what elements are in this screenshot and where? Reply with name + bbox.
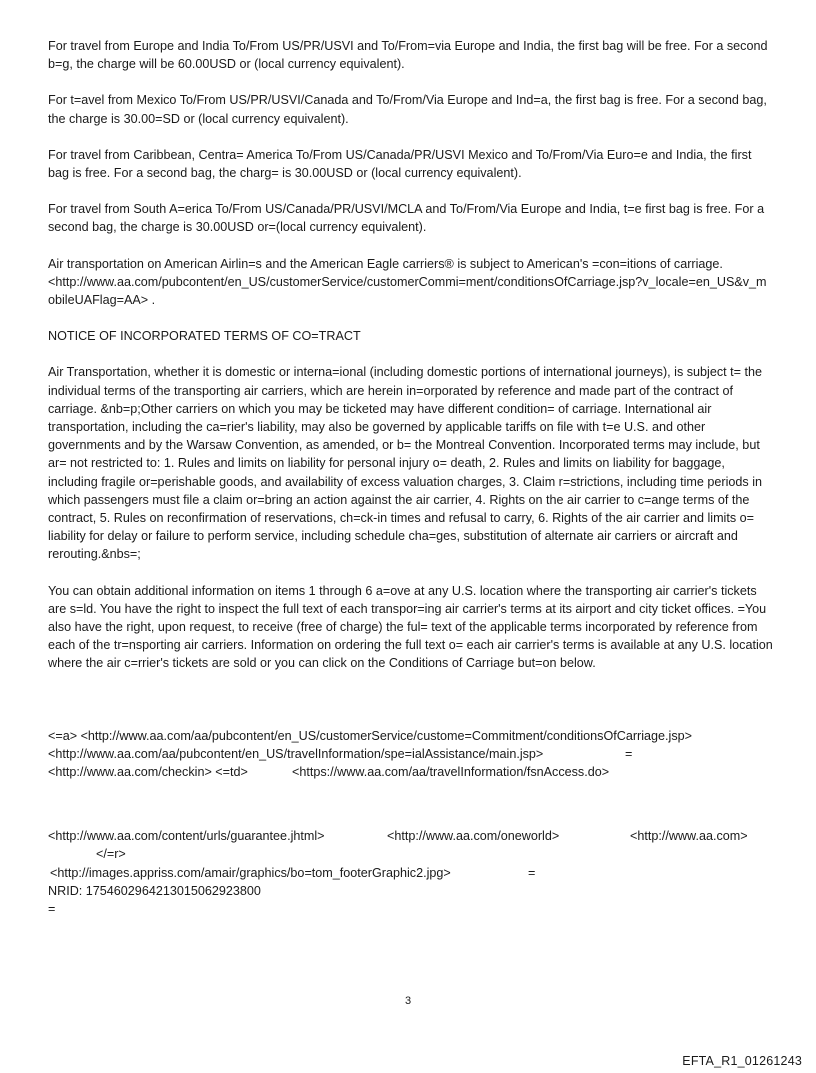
link-row-guarantee [48,827,773,845]
paragraph-europe-india: For travel from Europe and India To/From US/PR/USVI and To/From=via Europe and India, the first bag will be free. For a second b=g, the charge will be 60.00USD or (local currency equivalent). [48,39,768,72]
oneworld-link[interactable]: <http://www.aa.com/oneworld> [387,829,560,844]
trailing-line [48,900,773,918]
guarantee-link[interactable]: <http://www.aa.com/content/urls/guarantee.jhtml> [48,829,325,844]
checkin-link[interactable]: <http://www.aa.com/checkin> <=td> [48,765,248,780]
link-row-conditions [48,727,773,745]
document-body [48,37,773,918]
break-tag: </=r> [96,847,126,862]
nrid-line [48,882,773,900]
footer-graphic-link[interactable]: <http://images.appriss.com/amair/graphics/bo=tom_footerGraphic2.jpg> [50,865,451,880]
link-row-break [48,845,773,863]
links-block-2 [48,827,773,918]
conditions-of-carriage-link[interactable]: <http://www.aa.com/pubcontent/en_US/customerService/customerCommi=ment/conditionsOfCarriage.jsp?v_locale=en_US&v_mobileUAFlag=AA> . [48,274,767,308]
paragraph-mexico: For t=avel from Mexico To/From US/PR/USVI/Canada and To/From/Via Europe and Ind=a, the first bag is free. For a second bag, the charge is 30.00=SD or (local currency equivalent). [48,93,767,126]
link-row-footer-graphic [48,864,773,882]
paragraph-caribbean: For travel from Caribbean, Centra= America To/From US/Canada/PR/USVI Mexico and To/From/Via Euro=e and India, the first bag is free. For a second bag, the charg= is 30.00USD or (local currency equivalent). [48,147,752,181]
page-number: 3 [404,995,412,1007]
aa-home-link[interactable]: <http://www.aa.com> [630,829,748,844]
link-row-checkin [48,763,773,781]
paragraph-additional-info: You can obtain additional information on items 1 through 6 a=ove at any U.S. location where the transporting air carrier's tickets are s=ld. You have the right to inspect the full text of each transpor=ing air carrier's terms at its airport and city ticket offices. =You also have the right, upon request, to receive (free of charge) the ful= text of the applicable terms incorporated by reference from each of the tr=nsporting air carriers. Information on ordering the full text o= each air carrier's terms is available at any U.S. location where the air c=rrier's tickets are sold or you can click on the Conditions of Carriage but=on below. [48,583,773,671]
paragraph-conditions [48,255,773,310]
equals-marker: = [625,746,633,761]
nrid-text: NRID: 175460296421301506292380​0 [48,883,261,898]
notice-heading: NOTICE OF INCORPORATED TERMS OF CO=TRACT [48,329,361,344]
paragraph-south-america: For travel from South A=erica To/From US/Canada/PR/USVI/MCLA and To/From/Via Europe and India, t=e first bag is free. For a second bag, the charge is 30.00USD or=(local currency equivalent). [48,202,765,235]
fsn-access-link[interactable]: <https://www.aa.com/aa/travelInformation/fsnAccess.do> [292,765,610,780]
conditions-intro: Air transportation on American Airlin=s and the American Eagle carriers® is subject to American's =con=itions of carriage. [48,256,723,271]
trailing-equals: = [48,902,56,916]
special-assistance-link[interactable]: <http://www.aa.com/aa/pubcontent/en_US/travelInformation/spe=ialAssistance/main.jsp> [48,746,544,761]
link-row-special-assistance [48,745,773,763]
equals-marker: = [528,865,536,880]
document-id: EFTA_R1_01261243 [682,1054,802,1068]
links-block-1 [48,727,773,782]
conditions-link[interactable]: <=a> <http://www.aa.com/aa/pubcontent/en_US/customerService/custome=Commitment/conditionsOfCarriage.jsp> [48,728,693,743]
paragraph-air-transportation: Air Transportation, whether it is domestic or interna=ional (including domestic portions of international journeys), is subject t= the individual terms of the transporting air carriers, which are herein in=orporated by reference and made part of the contract of carriage. &nb=p;Other carriers on which you may be ticketed may have different condition= of carriage. International air transportation, including the ca=rier's liability, may also be governed by applicable tariffs on file with t=e U.S. and other governments and by the Warsaw Convention, as amended, or b= the Montreal Convention. Incorporated terms may include, but ar= not restricted to: 1. Rules and limits on liability for personal injury o= death, 2. Rules and limits on liability for baggage, including fragile or=perishable goods, and availability of excess valuation charges, 3. Claim r=strictions, including time periods in which passengers must file a claim or=bring an action against the air carrier, 4. Rights on the air carrier to c=ange terms of the contract, 5. Rules on reconfirmation of reservations, ch=ck-in times and refusal to carry, 6. Rights of the air carrier and limits o= liability for delay or failure to perform service, including schedule cha=ges, substitution of alternate air carriers or aircraft and rerouting.&nbs=; [48,365,763,562]
